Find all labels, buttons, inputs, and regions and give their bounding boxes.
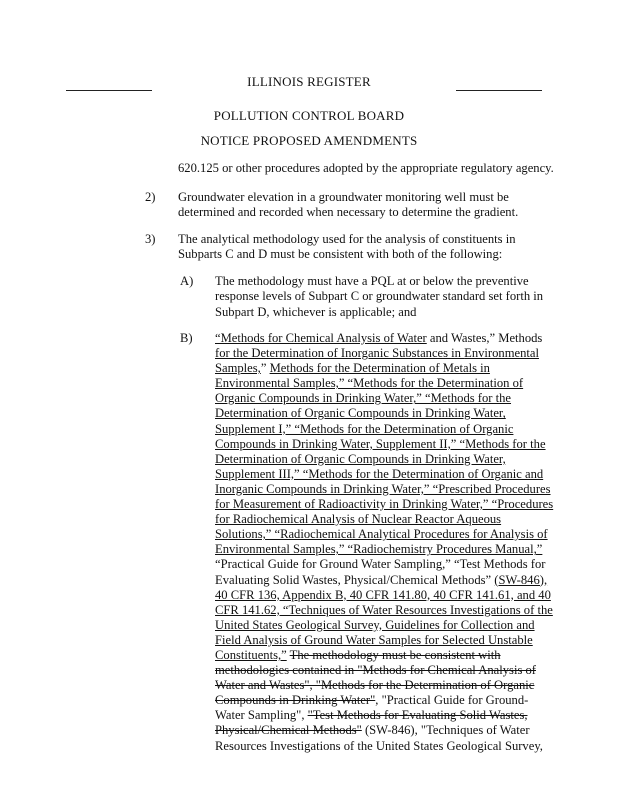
inserted-text: CFR 141.62, “Techniques of Water Resources Investigations of the — [215, 602, 553, 617]
text-line — [215, 422, 575, 437]
inserted-text: 40 CFR 136, Appendix B, 40 CFR 141.80, 40 CFR 141.61, and 40 — [215, 587, 551, 602]
text-line: The methodology must have a PQL at or below the preventive — [215, 274, 529, 288]
text-line: Groundwater elevation in a groundwater monitoring well must be — [178, 190, 509, 204]
inserted-text: Determination of Organic Compounds in Drinking Water, — [215, 406, 506, 421]
deleted-text: "Test Methods for Evaluating Solid Wastes, — [307, 708, 528, 723]
text-line — [215, 663, 575, 678]
item-text — [178, 190, 578, 221]
inserted-text: Environmental — [464, 346, 539, 361]
text-line — [215, 391, 575, 406]
deleted-text: The methodology must be consistent with — [289, 647, 501, 662]
subitem-letter: A) — [180, 274, 194, 288]
text-line — [215, 603, 575, 618]
inserted-text: Environmental Samples,” “Methods for the Determination of — [215, 376, 524, 391]
continuation-line: 620.125 or other procedures adopted by the appropriate regulatory agency. — [178, 161, 554, 175]
deleted-text: Physical/Chemical Methods" — [215, 723, 362, 738]
text-line — [215, 633, 575, 648]
text-line: Subparts C and D must be consistent with both of the following: — [178, 247, 503, 262]
deleted-text: Water and Wastes", "Methods for the Determination of Organic — [215, 678, 535, 693]
text-line — [215, 723, 575, 738]
text-line — [215, 512, 575, 527]
text-run: ” — [260, 361, 270, 376]
text-run: Water Sampling", — [215, 708, 308, 723]
inserted-text: Constituents,” — [215, 647, 287, 662]
text-run: Resources Investigations of the United States Geological Survey, — [215, 738, 543, 753]
text-line: Subpart D, whichever is applicable; and — [215, 304, 417, 319]
text-run: “Practical Guide for Ground Water Sampling,” “Test Methods for — [215, 557, 546, 572]
item-text — [178, 232, 578, 263]
text-line — [215, 739, 575, 754]
inserted-text: Samples, — [215, 361, 261, 376]
text-line — [215, 406, 575, 421]
text-line — [215, 678, 575, 693]
text-line — [215, 346, 575, 361]
header-rule-left — [66, 90, 152, 91]
item-number: 3) — [145, 232, 156, 246]
text-run: , "Practical Guide for Ground- — [375, 693, 529, 708]
text-line — [215, 361, 575, 376]
text-line — [215, 708, 575, 723]
subitem-text — [215, 331, 575, 754]
inserted-text: Compounds in Drinking Water, Supplement II,” “Methods for the — [215, 436, 546, 451]
text-line — [215, 693, 575, 708]
text-line — [215, 482, 575, 497]
text-line: determined and recorded when necessary to determine the gradient. — [178, 205, 519, 220]
subitem-letter: B) — [180, 331, 193, 345]
board-title: POLLUTION CONTROL BOARD — [213, 108, 405, 123]
inserted-text: Organic Compounds in Drinking Water,” “Methods for the — [215, 391, 512, 406]
inserted-text: Determination of Organic Compounds in Drinking Water, — [215, 451, 506, 466]
text-line: The analytical methodology used for the analysis of constituents in — [178, 232, 516, 246]
text-line — [215, 573, 575, 588]
inserted-text: United States Geological Survey, Guidelines for Collection and — [215, 617, 535, 632]
text-run: Evaluating Solid Wastes, Physical/Chemical Methods” — [215, 572, 495, 587]
inserted-text: Solutions,” “Radiochemical Analytical Procedures for Analysis of — [215, 527, 548, 542]
text-line — [215, 648, 575, 663]
text-run: (SW-846), "Techniques of Water — [361, 723, 530, 738]
text-run: and Wastes,” Methods — [426, 331, 543, 345]
header-rule-right — [456, 90, 542, 91]
subitem-text — [215, 274, 575, 320]
inserted-text: Supplement I,” “Methods for the Determination of Organic — [215, 421, 514, 436]
inserted-text: Environmental Samples,” “Radiochemistry Procedures Manual,” — [215, 542, 543, 557]
text-line — [215, 557, 575, 572]
deleted-text: Compounds in Drinking Water" — [215, 693, 376, 708]
item-number: 2) — [145, 190, 156, 204]
inserted-text: Inorganic Compounds in Drinking Water,” “Prescribed Procedures — [215, 481, 551, 496]
inserted-text: for Measurement of Radioactivity in Drinking Water,” “Procedures — [215, 497, 554, 512]
text-line — [215, 542, 575, 557]
text-line — [215, 452, 575, 467]
inserted-text: Supplement III,” “Methods for the Determination of Organic and — [215, 466, 544, 481]
inserted-text: (SW-846), — [494, 572, 548, 587]
inserted-text: for Radiochemical Analysis of Nuclear Reactor Aqueous — [215, 512, 502, 527]
inserted-text: Field Analysis of Ground Water Samples for Selected Unstable — [215, 632, 533, 647]
notice-title: NOTICE PROPOSED AMENDMENTS — [200, 133, 418, 148]
deleted-text: methodologies contained in "Methods for Chemical Analysis of — [215, 663, 536, 678]
text-line — [215, 618, 575, 633]
text-line — [215, 437, 575, 452]
text-line — [215, 331, 575, 346]
inserted-text: “Methods for Chemical Analysis of Water — [215, 331, 427, 345]
inserted-text: for the Determination of Inorganic Substances in — [215, 346, 465, 361]
text-line — [215, 376, 575, 391]
inserted-text: Methods for the Determination of Metals in — [269, 361, 490, 376]
text-line — [215, 467, 575, 482]
text-line — [215, 497, 575, 512]
text-line — [215, 588, 575, 603]
text-line: response levels of Subpart C or groundwater standard set forth in — [215, 289, 544, 304]
text-line — [215, 527, 575, 542]
register-title: ILLINOIS REGISTER — [247, 74, 371, 89]
